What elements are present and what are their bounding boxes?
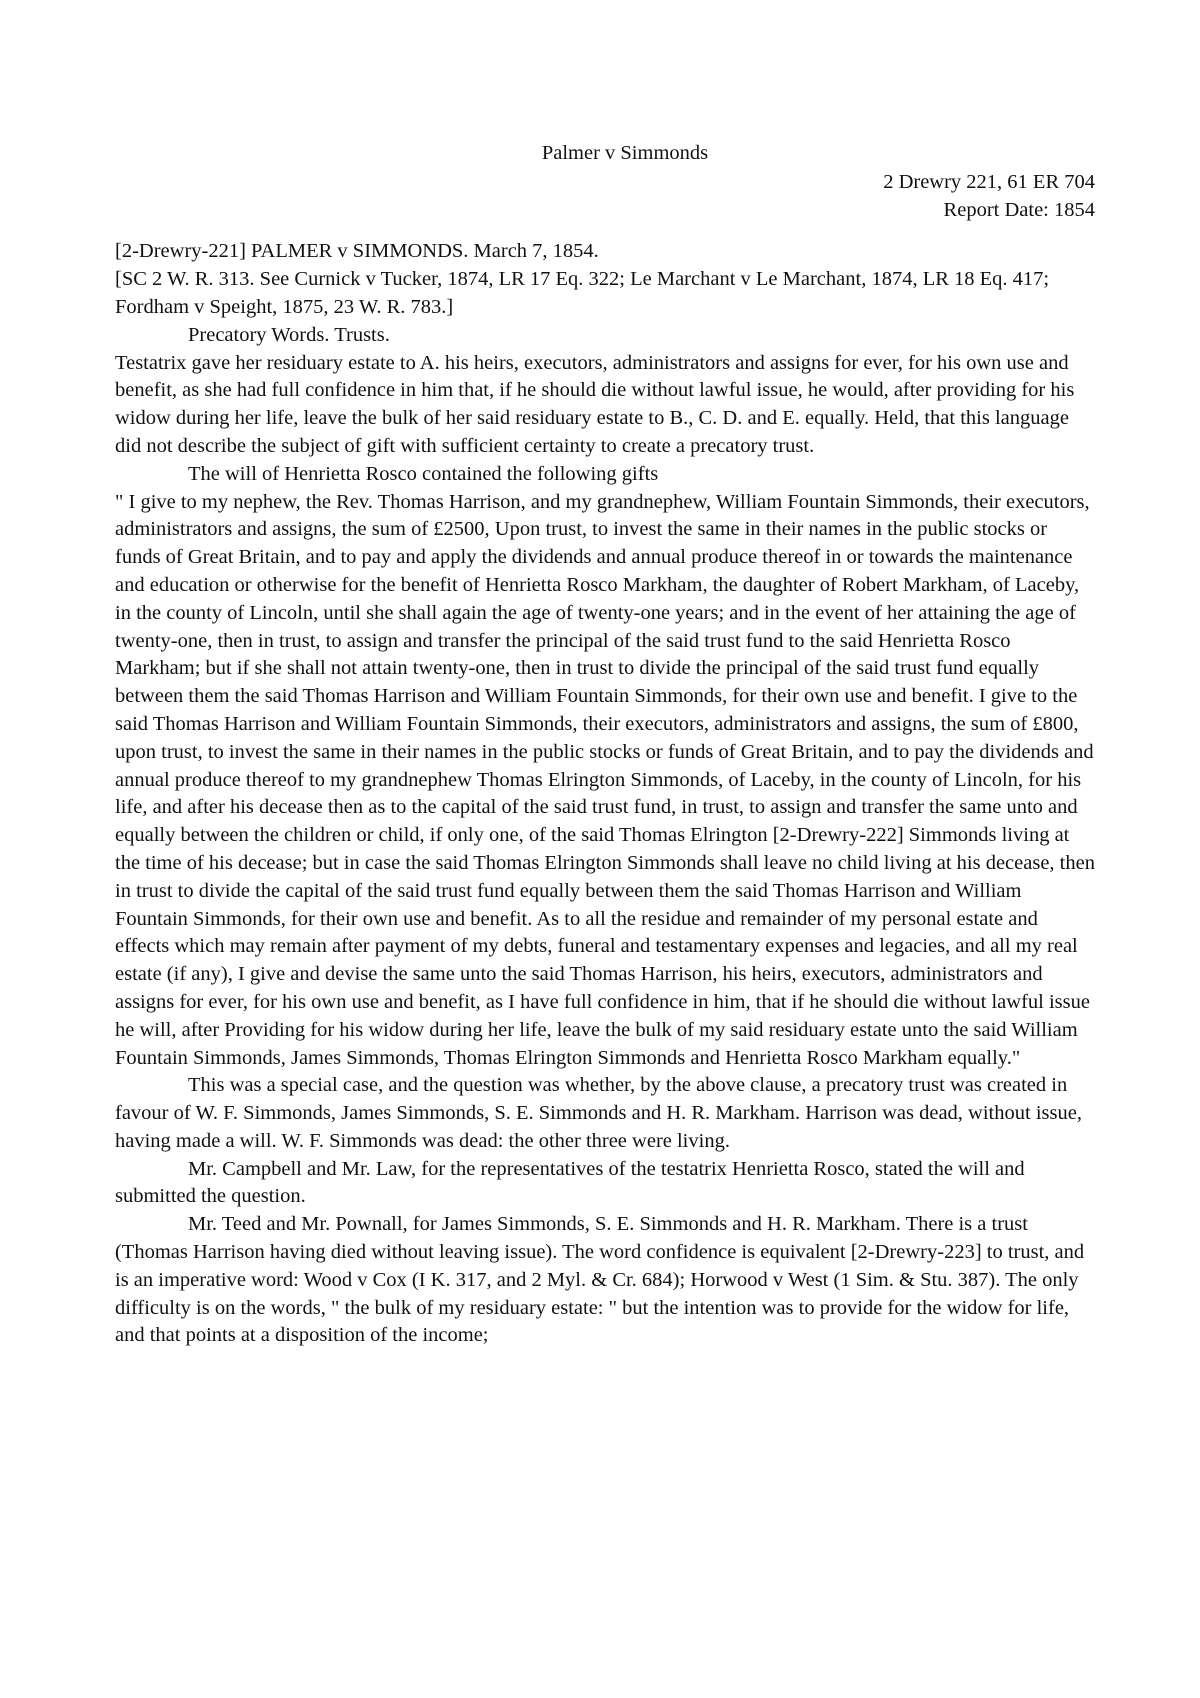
paragraph: Testatrix gave her residuary estate to A. his heirs, executors, administrators and assigns for ever, for his own use and benefit, as she had full confidence in him that, if he should die without lawful issue, he would, after providing for his widow during her life, leave the bulk of her said residuary estate to B., C. D. and E. equally. Held, that this language did not describe the subject of gift with sufficient certainty to create a precatory trust. (115, 351, 1075, 457)
document-page (115, 140, 1095, 1350)
paragraph: " I give to my nephew, the Rev. Thomas Harrison, and my grandnephew, William Fountain Simmonds, their executors, administrators and assigns, the sum of £2500, Upon trust, to invest the same in their names in the public stocks or funds of Great Britain, and to pay and apply the dividends and annual produce thereof in or towards the maintenance and education or otherwise for the benefit of Henrietta Rosco Markham, the daughter of Robert Markham, of Laceby, in the county of Lincoln, until she shall again the age of twenty-one years; and in the event of her attaining the age of twenty-one, then in trust, to assign and transfer the principal of the said trust fund to the said Henrietta Rosco Markham; but if she shall not attain twenty-one, then in trust to divide the principal of the said trust fund equally between them the said Thomas Harrison and William Fountain Simmonds, for their own use and benefit. I give to the said Thomas Harrison and William Fountain Simmonds, their executors, administrators and assigns, the sum of £800, upon trust, to invest the same in their names in the public stocks or funds of Great Britain, and to pay the dividends and annual produce thereof to my grandnephew Thomas Elrington Simmonds, of Laceby, in the county of Lincoln, for his life, and after his decease then as to the capital of the said trust fund, in trust, to assign and transfer the same unto and equally between the children or child, if only one, of the said Thomas Elrington [2-Drewry-222] Simmonds living at the time of his decease; but in case the said Thomas Elrington Simmonds shall leave no child living at his decease, then in trust to divide the capital of the said trust fund equally between them the said Thomas Harrison and William Fountain Simmonds, for their own use and benefit. As to all the residue and remainder of my personal estate and effects which may remain after payment of my debts, funeral and testamentary expenses and legacies, and all my real estate (if any), I give and devise the same unto the said Thomas Harrison, his heirs, executors, administrators and assigns for ever, for his own use and benefit, as I have full confidence in him, that if he should die without lawful issue he will, after Providing for his widow during her life, leave the bulk of my said residuary estate unto the said William Fountain Simmonds, James Simmonds, Thomas Elrington Simmonds and Henrietta Rosco Markham equally." (115, 490, 1095, 1069)
paragraph: Precatory Words. Trusts. (188, 323, 390, 346)
paragraph: [SC 2 W. R. 313. See Curnick v Tucker, 1874, LR 17 Eq. 322; Le Marchant v Le Marchant, 1874, LR 18 Eq. 417; Fordham v Speight, 1875, 23 W. R. 783.] (115, 268, 1050, 318)
case-citation: 2 Drewry 221, 61 ER 704 (883, 170, 1095, 193)
case-title: Palmer v Simmonds (541, 142, 709, 164)
document-body (115, 238, 1095, 1350)
paragraph: Mr. Campbell and Mr. Law, for the representatives of the testatrix Henrietta Rosco, stated the will and submitted the question. (115, 1157, 1025, 1208)
report-date: Report Date: 1854 (943, 198, 1095, 221)
header-spacer (115, 224, 1095, 238)
paragraph: This was a special case, and the question was whether, by the above clause, a precatory trust was created in favour of W. F. Simmonds, James Simmonds, S. E. Simmonds and H. R. Markham. Harrison was dead, without issue, having made a will. W. F. Simmonds was dead: the other three were living. (115, 1074, 1082, 1152)
paragraph: The will of Henrietta Rosco contained the following gifts (188, 462, 659, 485)
paragraph: [2-Drewry-221] PALMER v SIMMONDS. March 7, 1854. (115, 240, 599, 263)
paragraph: Mr. Teed and Mr. Pownall, for James Simmonds, S. E. Simmonds and H. R. Markham. There is a trust (Thomas Harrison having died without leaving issue). The word confidence is equivalent [2-Drewry-223] to trust, and is an imperative word: Wood v Cox (I K. 317, and 2 Myl. & Cr. 684); Horwood v West (1 Sim. & Stu. 387). The only difficulty is on the words, " the bulk of my residuary estate: " but the intention was to provide for the widow for life, and that points at a disposition of the income; (115, 1213, 1085, 1347)
